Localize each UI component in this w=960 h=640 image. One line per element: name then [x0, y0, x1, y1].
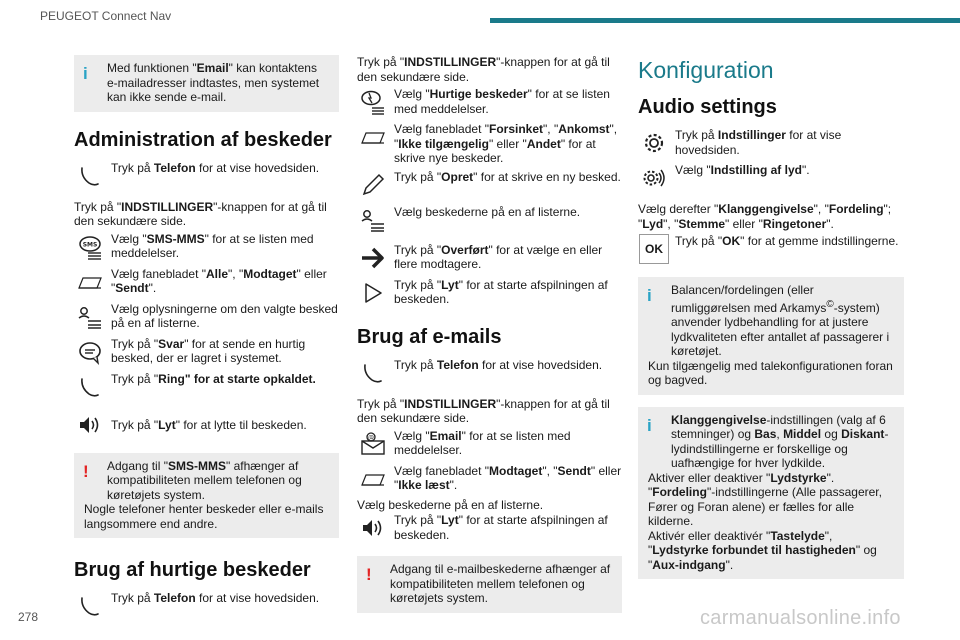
step-item: Vælg fanebladet "Forsinket", "Ankomst", "Ikke tilgængelig" eller "Andet" for at skrive nye beskeder. [357, 121, 622, 166]
step-item: Tryk på Indstillinger for at vise hovedsiden. [638, 127, 904, 159]
sms-list-icon [74, 231, 106, 263]
warning-marker-icon: ! [366, 565, 372, 584]
step-item: Tryk på Telefon for at vise hovedsiden. [74, 160, 339, 192]
phone-icon [74, 371, 106, 403]
paragraph: Vælg derefter "Klanggengivelse", "Fordeling"; "Lyd", "Stemme" eller "Ringetoner". [638, 202, 892, 231]
section-heading: Audio settings [638, 96, 777, 118]
warning-note-sms: ! Adgang til "SMS-MMS" afhænger af kompatibiliteten mellem telefonen og køretøjets system. Nogle telefoner henter beskeder eller e-mails langsommere end andre. [74, 453, 339, 539]
warning-marker-icon: ! [83, 461, 89, 481]
step-item: Vælg "Hurtige beskeder" for at se listen med meddelelser. [357, 86, 622, 118]
column-middle [357, 55, 622, 613]
phone-icon [74, 590, 106, 622]
chapter-heading: Konfiguration [638, 57, 774, 83]
info-note-tone: i Klanggengivelse-indstillingen (valg af 6 stemninger) og Bas, Middel og Diskant-lydindstillingerne er forskellige og uafhængige for hver lydkilde. Aktiver eller deaktiver "Lydstyrke". "Fordeling"-indstillingerne (Alle passagerer, Fører og Foran alene) er fælles for alle kilderne. Aktivér eller deaktivér "Tastelyde", "Lydstyrke forbundet til hastigheden" og "Aux-indgang". [638, 407, 904, 580]
paragraph: Vælg beskederne på en af listerne. [357, 497, 544, 512]
step-item: Vælg fanebladet "Alle", "Modtaget" eller "Sendt". [74, 266, 339, 298]
step-item: Tryk på "Overført" for at vælge en eller flere modtagere. [357, 242, 622, 274]
info-marker-icon: i [647, 415, 652, 435]
step-item: Tryk på "Opret" for at skrive en ny besked. [357, 169, 622, 201]
info-marker-icon: i [647, 286, 652, 305]
step-item: Vælg oplysningerne om den valgte besked på en af listerne. [74, 301, 339, 333]
sound-settings-icon [638, 162, 670, 194]
section-heading: Brug af e-mails [357, 325, 502, 348]
step-item: OK Tryk på "OK" for at gemme indstillingerne. [638, 233, 904, 265]
column-left [74, 55, 339, 625]
paragraph: Tryk på "INDSTILLINGER"-knappen for at gå til den sekundære side. [74, 199, 327, 228]
info-note-email [74, 55, 339, 112]
tab-icon [74, 266, 106, 298]
header-accent-bar [490, 18, 960, 23]
step-item: Vælg "Email" for at se listen med meddelelser. [357, 428, 622, 460]
contact-list-icon [74, 301, 106, 333]
email-envelope-icon [357, 428, 389, 460]
page-number: 278 [18, 610, 39, 624]
phone-icon [74, 160, 106, 192]
step-item: Tryk på "Ring" for at starte opkaldet. [74, 371, 339, 403]
section-heading: Brug af hurtige beskeder [74, 559, 311, 581]
note-text: Med funktionen "Email" kan kontaktens e-mailadresser indtastes, men systemet kan ikke sende e-mail. [107, 61, 320, 104]
message-bubble-icon [74, 336, 106, 368]
info-marker-icon: i [83, 64, 88, 83]
speaker-icon [74, 409, 106, 441]
ok-button-icon: OK [638, 233, 670, 265]
running-header: PEUGEOT Connect Nav [40, 9, 172, 23]
phone-icon [357, 357, 389, 389]
step-item: Tryk på "Lyt" for at starte afspilningen af beskeden. [357, 277, 622, 309]
step-item: Tryk på Telefon for at vise hovedsiden. [357, 357, 622, 389]
paragraph: Tryk på "INDSTILLINGER"-knappen for at gå til den sekundære side. [357, 396, 610, 425]
gear-icon [638, 127, 670, 159]
watermark: carmanualsonline.info [700, 607, 901, 629]
step-item: Vælg fanebladet "Modtaget", "Sendt" eller "Ikke læst". [357, 463, 622, 495]
step-item: Vælg "Indstilling af lyd". [638, 162, 904, 194]
step-item: Tryk på "Lyt" for at starte afspilningen af beskeden. [357, 512, 622, 544]
column-right [638, 55, 904, 579]
pencil-icon [357, 169, 389, 201]
tab-icon [357, 121, 389, 153]
step-item: Vælg "SMS-MMS" for at se listen med meddelelser. [74, 231, 339, 263]
step-item: Tryk på "Lyt" for at lytte til beskeden. [74, 409, 339, 441]
forward-arrow-icon [357, 242, 389, 274]
warning-note-email: ! Adgang til e-mailbeskederne afhænger af kompatibiliteten mellem telefonen og køretøjets system. [357, 556, 622, 613]
section-heading: Administration af beskeder [74, 128, 332, 151]
step-item: Vælg beskederne på en af listerne. [357, 204, 622, 236]
quick-message-icon [357, 86, 389, 118]
tab-icon [357, 463, 389, 495]
paragraph: Tryk på "INDSTILLINGER"-knappen for at gå til den sekundære side. [357, 55, 610, 84]
speaker-icon [357, 512, 389, 544]
play-icon [357, 277, 389, 309]
contact-list-icon [357, 204, 389, 236]
info-note-balance: i Balancen/fordelingen (eller rumliggørelsen med Arkamys©-system) anvender lydbehandling for at justere lydkvaliteten efter antallet af passagerer i køretøjet. Kun tilgængelig med talekonfigurationen foran og bagved. [638, 277, 904, 395]
step-item: Tryk på "Svar" for at sende en hurtig besked, der er lagret i systemet. [74, 336, 339, 368]
step-item: Tryk på Telefon for at vise hovedsiden. [74, 590, 339, 622]
